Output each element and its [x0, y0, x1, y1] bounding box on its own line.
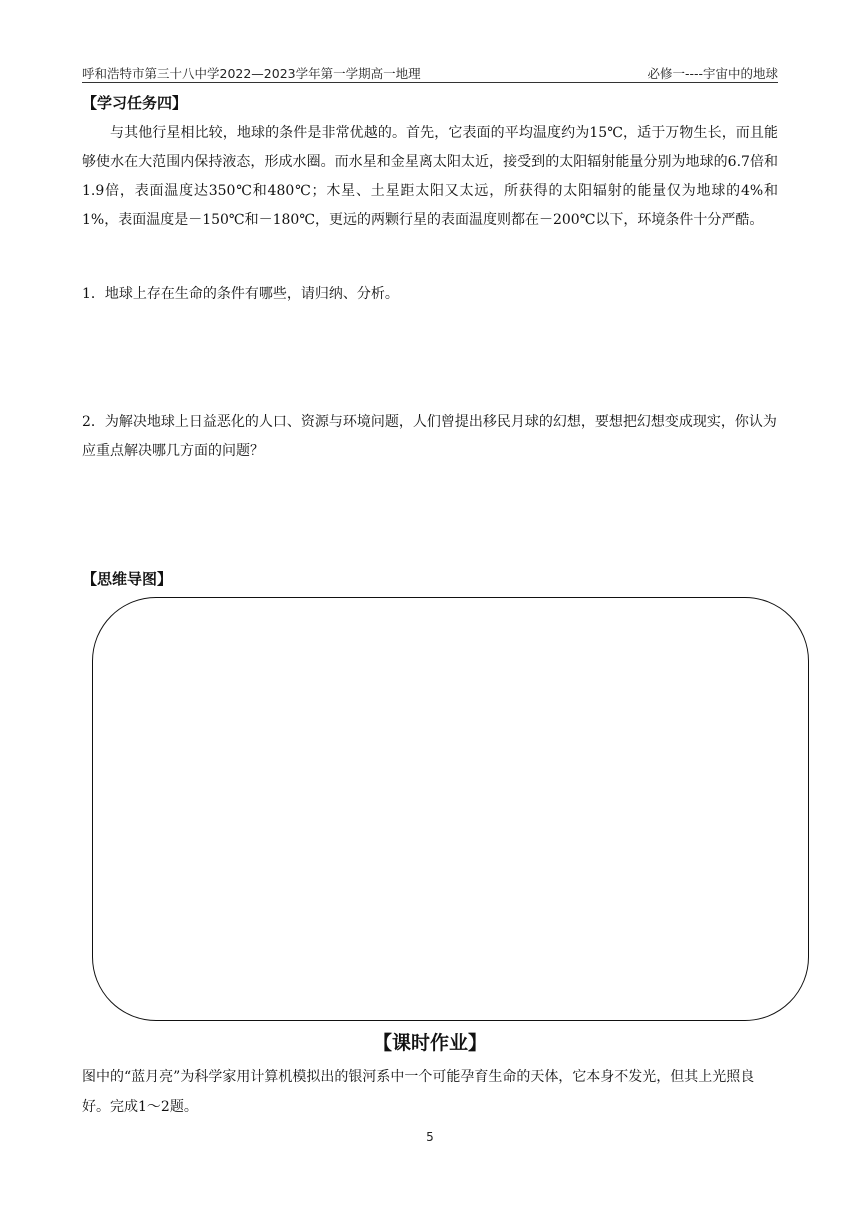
mindmap-answer-box[interactable] [92, 597, 809, 1021]
header-school-course: 呼和浩特市第三十八中学2022—2023学年第一学期高一地理 [82, 66, 421, 81]
page-header [82, 62, 778, 83]
page-number: 5 [426, 1130, 434, 1144]
task-four-title: 【学习任务四】 [82, 94, 188, 112]
homework-title: 【课时作业】 [372, 1032, 487, 1054]
header-module-title: 必修一----宇宙中的地球 [647, 66, 778, 81]
question-1: 1．地球上存在生命的条件有哪些，请归纳、分析。 [82, 286, 399, 302]
mindmap-title: 【思维导图】 [82, 570, 173, 588]
homework-intro-text: 图中的“蓝月亮”为科学家用计算机模拟出的银河系中一个可能孕育生命的天体，它本身不发光，但其上光照良好。完成1～2题。 [82, 1069, 755, 1115]
task-paragraph: 与其他行星相比较，地球的条件是非常优越的。首先，它表面的平均温度约为15℃，适于万物生长，而且能够使水在大范围内保持液态，形成水圈。而水星和金星离太阳太近，接受到的太阳辐射能量分别为地球的6.7倍和1.9倍，表面温度达350℃和480℃；木星、土星距太阳又太远，所获得的太阳辐射的能量仅为地球的4%和1%，表面温度是－150℃和－180℃，更远的两颗行星的表面温度则都在－200℃以下，环境条件十分严酷。 [82, 125, 778, 228]
question-2: 2．为解决地球上日益恶化的人口、资源与环境问题，人们曾提出移民月球的幻想，要想把幻想变成现实，你认为应重点解决哪几方面的问题？ [82, 414, 777, 459]
